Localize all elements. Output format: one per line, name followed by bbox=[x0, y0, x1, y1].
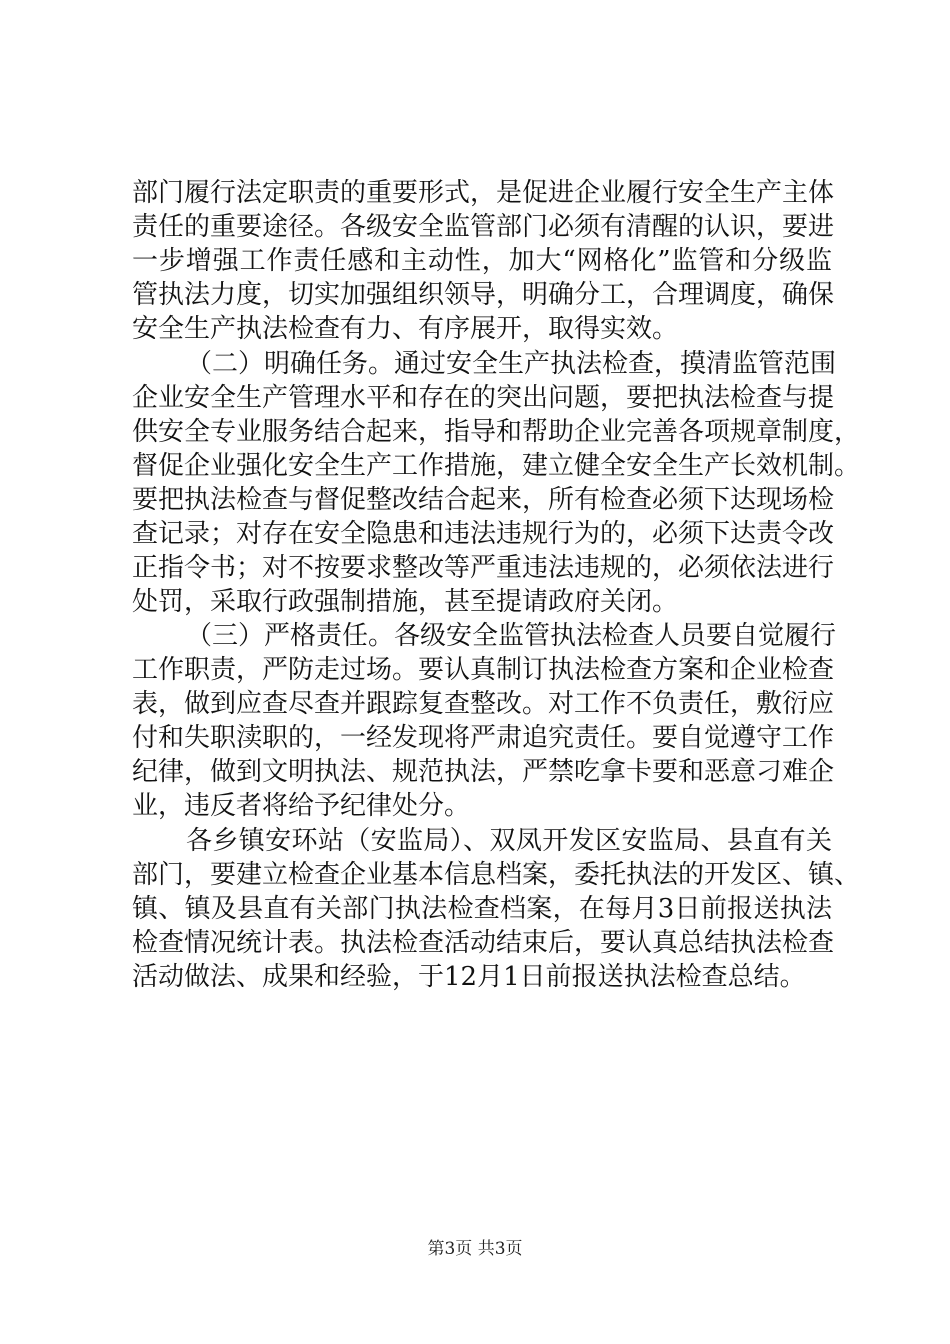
paragraph-line: 活动做法、成果和经验，于12月1日前报送执法检查总结。 bbox=[132, 962, 806, 992]
paragraph-line: 镇、镇及县直有关部门执法检查档案，在每月3日前报送执法 bbox=[132, 894, 832, 924]
paragraph-line: 安全生产执法检查有力、有序展开，取得实效。 bbox=[132, 314, 679, 344]
paragraph-line: 一步增强工作责任感和主动性，加大“网格化”监管和分级监 bbox=[132, 246, 832, 276]
paragraph-line: 纪律，做到文明执法、规范执法，严禁吃拿卡要和恶意刁难企 bbox=[132, 757, 835, 787]
paragraph-line: 督促企业强化安全生产工作措施，建立健全安全生产长效机制。 bbox=[132, 451, 861, 481]
page-number-footer: 第3页 共3页 bbox=[427, 1239, 523, 1259]
paragraph-line: 付和失职渎职的，一经发现将严肃追究责任。要自觉遵守工作 bbox=[132, 723, 835, 753]
paragraph-line: 要把执法检查与督促整改结合起来，所有检查必须下达现场检 bbox=[132, 485, 835, 515]
paragraph-line: 各乡镇安环站（安监局）、双凤开发区安监局、县直有关 bbox=[186, 826, 832, 856]
paragraph-line: 责任的重要途径。各级安全监管部门必须有清醒的认识，要进 bbox=[132, 212, 835, 242]
paragraph-line: 处罚，采取行政强制措施，甚至提请政府关闭。 bbox=[132, 587, 679, 617]
paragraph-line: 工作职责，严防走过场。要认真制订执法检查方案和企业检查 bbox=[132, 655, 835, 685]
paragraph-line: 正指令书；对不按要求整改等严重违法违规的，必须依法进行 bbox=[132, 553, 835, 583]
paragraph-line: 管执法力度，切实加强组织领导，明确分工，合理调度，确保 bbox=[132, 280, 835, 310]
paragraph-line: （三）严格责任。各级安全监管执法检查人员要自觉履行 bbox=[186, 621, 837, 651]
paragraph-line: 部门，要建立检查企业基本信息档案，委托执法的开发区、镇、 bbox=[132, 860, 861, 890]
paragraph-line: 部门履行法定职责的重要形式，是促进企业履行安全生产主体 bbox=[132, 178, 835, 208]
paragraph-line: 企业安全生产管理水平和存在的突出问题，要把执法检查与提 bbox=[132, 383, 835, 413]
paragraph-line: 表，做到应查尽查并跟踪复查整改。对工作不负责任，敷衍应 bbox=[132, 689, 835, 719]
paragraph-line: 检查情况统计表。执法检查活动结束后，要认真总结执法检查 bbox=[132, 928, 835, 958]
paragraph-line: 供安全专业服务结合起来，指导和帮助企业完善各项规章制度， bbox=[132, 417, 861, 447]
paragraph-line: 业，违反者将给予纪律处分。 bbox=[132, 791, 471, 821]
paragraph-line: 查记录；对存在安全隐患和违法违规行为的，必须下达责令改 bbox=[132, 519, 835, 549]
paragraph-line: （二）明确任务。通过安全生产执法检查，摸清监管范围 bbox=[186, 349, 837, 379]
